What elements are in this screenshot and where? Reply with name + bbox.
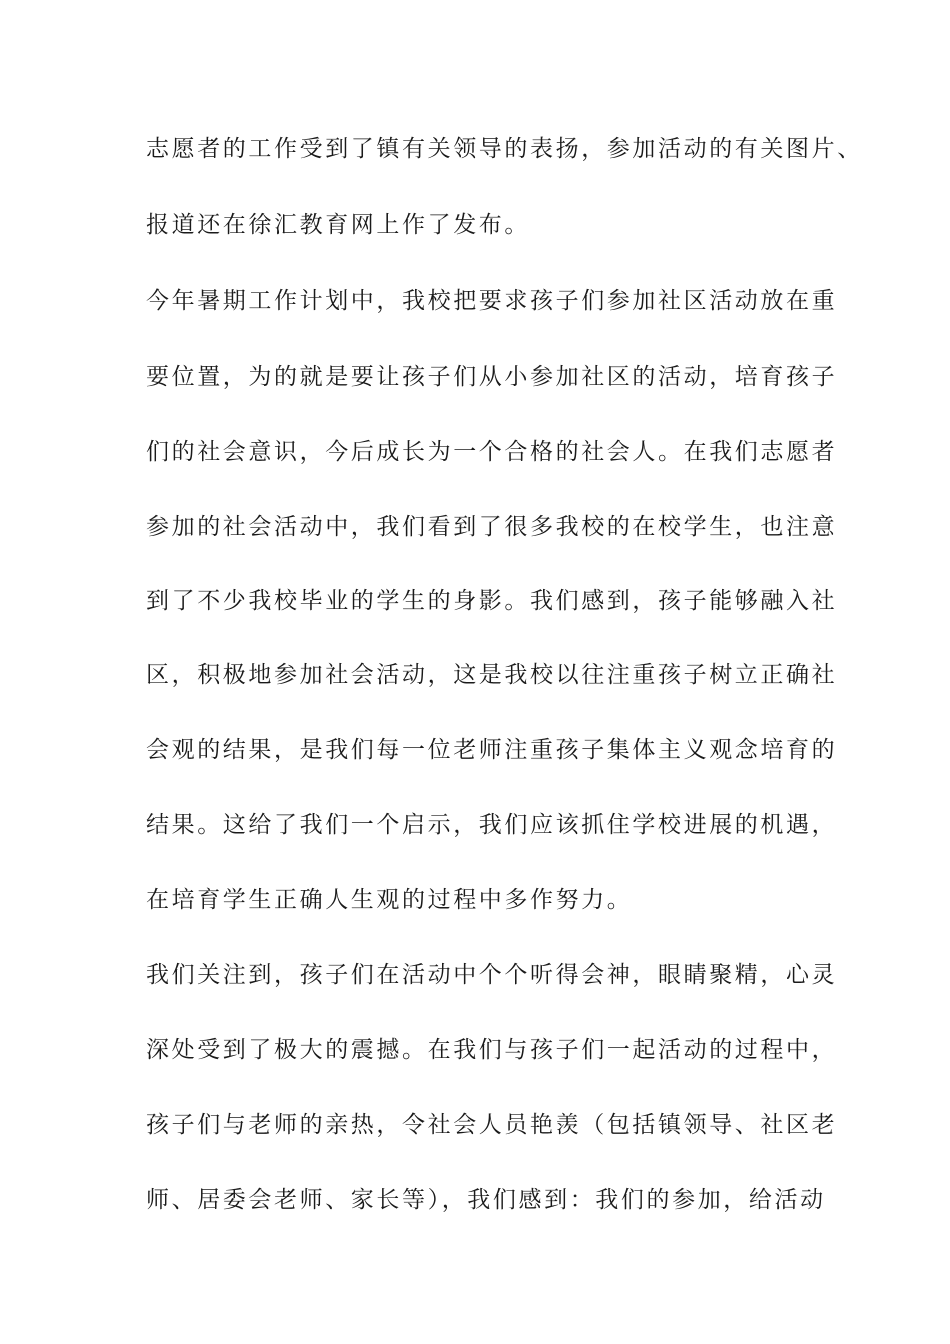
text-line-14: 孩子们与老师的亲热，令社会人员艳羡（包括镇领导、社区老 <box>146 1112 838 1138</box>
text-line-15: 师、居委会老师、家长等），我们感到：我们的参加，给活动 <box>146 1187 826 1213</box>
text-line-13: 深处受到了极大的震撼。在我们与孩子们一起活动的过程中， <box>146 1037 838 1063</box>
text-line-11: 在培育学生正确人生观的过程中多作努力。 <box>146 887 633 913</box>
text-line-1: 志愿者的工作受到了镇有关领导的表扬，参加活动的有关图片、 <box>146 136 863 162</box>
text-line-6: 参加的社会活动中，我们看到了很多我校的在校学生，也注意 <box>146 514 838 540</box>
text-line-7: 到了不少我校毕业的学生的身影。我们感到，孩子能够融入社 <box>146 588 838 614</box>
text-line-12: 我们关注到，孩子们在活动中个个听得会神，眼睛聚精，心灵 <box>146 962 838 988</box>
text-line-9: 会观的结果，是我们每一位老师注重孩子集体主义观念培育的 <box>146 737 838 763</box>
text-line-4: 要位置，为的就是要让孩子们从小参加社区的活动，培育孩子 <box>146 364 838 390</box>
text-line-5: 们的社会意识，今后成长为一个合格的社会人。在我们志愿者 <box>146 439 838 465</box>
text-line-10: 结果。这给了我们一个启示，我们应该抓住学校进展的机遇， <box>146 812 838 838</box>
text-line-8: 区，积极地参加社会活动，这是我校以往注重孩子树立正确社 <box>146 662 838 688</box>
text-line-2: 报道还在徐汇教育网上作了发布。 <box>146 212 530 238</box>
text-line-3: 今年暑期工作计划中，我校把要求孩子们参加社区活动放在重 <box>146 288 838 314</box>
